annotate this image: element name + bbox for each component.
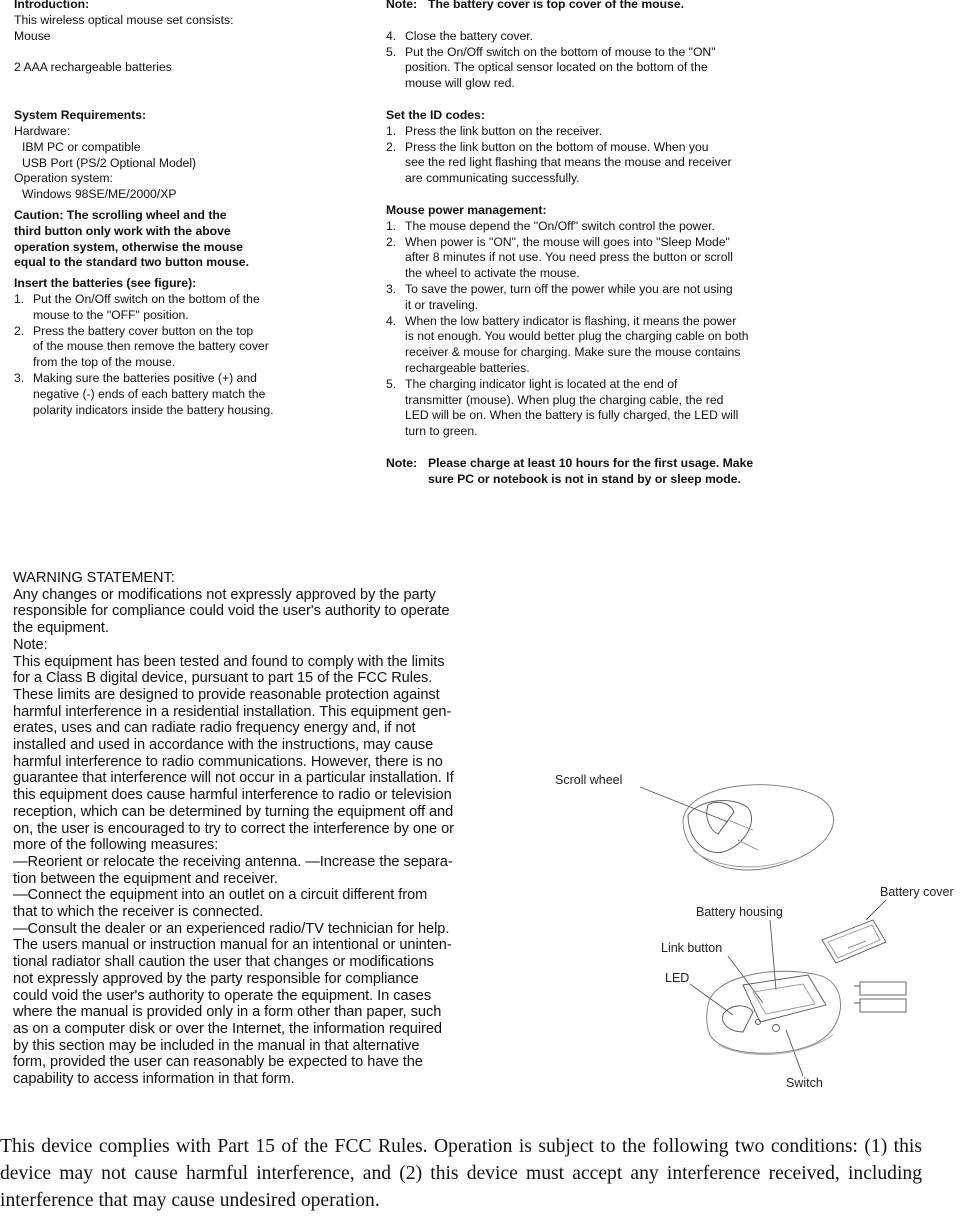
id-step: 1. Press the link button on the receiver. bbox=[386, 123, 603, 138]
intro-line: This wireless optical mouse set consists: bbox=[14, 12, 234, 27]
scroll-wheel bbox=[707, 802, 734, 834]
battery-cover-label: Battery cover bbox=[880, 885, 954, 899]
warning-line: as on a computer disk or over the Internet, the information required bbox=[13, 1020, 442, 1037]
warning-line: Note: bbox=[13, 636, 48, 653]
battery-cover-leader bbox=[866, 900, 886, 920]
warning-line: erates, uses and can radiate radio frequency energy and, if not bbox=[13, 720, 416, 737]
mouse-diagram bbox=[548, 760, 970, 1095]
battery-housing-leader bbox=[770, 920, 776, 990]
id-step: 2. Press the link button on the bottom of mouse. When you see the red light flashing that means the mouse and receiver are communicating successfully. bbox=[386, 139, 732, 186]
caution-line: operation system, otherwise the mouse bbox=[14, 239, 243, 254]
os-item: Windows 98SE/ME/2000/XP bbox=[22, 187, 177, 202]
hardware-item: IBM PC or compatible bbox=[22, 139, 141, 154]
mouse-top-button-area bbox=[688, 801, 752, 853]
warning-line: capability to access information in that form. bbox=[13, 1071, 295, 1088]
warning-line: WARNING STATEMENT: bbox=[13, 570, 175, 586]
caution-line: equal to the standard two button mouse. bbox=[14, 255, 249, 270]
warning-line: form, provided the user can reasonably be expected to have the bbox=[13, 1054, 423, 1071]
warning-line: The users manual or instruction manual for an intentional or uninten- bbox=[13, 937, 452, 954]
left-column bbox=[14, 0, 344, 418]
warning-line: by this section may be included in the manual in that alternative bbox=[13, 1037, 420, 1054]
power-step: 1. The mouse depend the "On/Off" switch control the power. bbox=[386, 218, 715, 233]
warning-line: tional radiator shall caution the user that changes or modifications bbox=[13, 954, 434, 971]
warning-line: on, the user is encouraged to try to correct the interference by one or bbox=[13, 820, 454, 837]
fcc-compliance-statement: This device complies with Part 15 of the FCC Rules. Operation is subject to the following two conditions: (1) this device may not cause harmful interference, and (2) this device must accept any interference received, including interference that may cause undesired operation. bbox=[0, 1136, 922, 1211]
continued-step: 4. Close the battery cover. bbox=[386, 28, 534, 43]
intro-line: 2 AAA rechargeable batteries bbox=[14, 60, 172, 75]
warning-line: reception, which can be determined by turning the equipment off and bbox=[13, 803, 454, 820]
power-step: 4. When the low battery indicator is flashing, it means the power is not enough. You would better plug the charging cable on both receiver & mouse for charging. Make sure the mouse contains rechargeable batteries. bbox=[386, 313, 749, 375]
power-step: 3. To save the power, turn off the power while you are not using it or traveling. bbox=[386, 281, 733, 312]
warning-line: These limits are designed to provide reasonable protection against bbox=[13, 686, 440, 703]
batteries bbox=[854, 982, 906, 1012]
charge-note: Note: Please charge at least 10 hours for the first usage. Make sure PC or notebook is not in stand by or sleep mode. bbox=[386, 455, 754, 486]
warning-line: Any changes or modifications not expressly approved by the party bbox=[13, 586, 436, 603]
warning-line: for a Class B digital device, pursuant to part 15 of the FCC Rules. bbox=[13, 670, 433, 687]
warning-line: —Reorient or relocate the receiving antenna. —Increase the separa- bbox=[13, 853, 453, 870]
led-label: LED bbox=[665, 971, 690, 985]
warning-line: —Consult the dealer or an experienced radio/TV technician for help. bbox=[13, 920, 450, 937]
warning-line: harmful interference in a residential installation. This equipment gen- bbox=[13, 703, 452, 720]
link-button-leader bbox=[728, 956, 763, 1003]
warning-line: installed and used in accordance with the instructions, may cause bbox=[13, 737, 434, 754]
switch bbox=[773, 1025, 780, 1032]
battery-cover-note: Note: The battery cover is top cover of the mouse. bbox=[386, 0, 685, 11]
warning-statement bbox=[13, 570, 558, 1088]
warning-line: that to which the receiver is connected. bbox=[13, 904, 264, 921]
switch-leader bbox=[786, 1030, 803, 1076]
power-heading: Mouse power management: bbox=[386, 202, 547, 217]
warning-line: more of the following measures: bbox=[13, 837, 219, 854]
right-column bbox=[386, 0, 826, 488]
insert-step: 1. Put the On/Off switch on the bottom of the mouse to the "OFF" position. bbox=[14, 291, 260, 322]
caution-line: third button only work with the above bbox=[14, 223, 231, 238]
warning-line: the equipment. bbox=[13, 620, 109, 637]
link-button bbox=[723, 1006, 753, 1032]
hardware-item: USB Port (PS/2 Optional Model) bbox=[22, 155, 197, 170]
warning-line: could void the user's authority to operate the equipment. In cases bbox=[13, 987, 432, 1004]
link-button-label: Link button bbox=[661, 941, 723, 955]
insert-step: 3. Making sure the batteries positive (+) and negative (-) ends of each battery match the polarity indicators inside the battery housing. bbox=[14, 370, 274, 417]
warning-line: this equipment does cause harmful interference to radio or television bbox=[13, 787, 452, 804]
insert-step: 2. Press the battery cover button on the top of the mouse then remove the battery cover from the top of the mouse. bbox=[14, 323, 269, 370]
warning-line: harmful interference to radio communications. However, there is no bbox=[13, 753, 443, 770]
battery-cover bbox=[822, 920, 886, 963]
intro-line: Mouse bbox=[14, 28, 51, 43]
warning-line: —Connect the equipment into an outlet on a circuit different from bbox=[13, 887, 428, 904]
warning-line: guarantee that interference will not occur in a particular installation. If bbox=[13, 770, 454, 787]
power-step: 5. The charging indicator light is located at the end of transmitter (mouse). When plug the charging cable, the red LED will be on. When the battery is fully charged, the LED will turn to green. bbox=[386, 376, 739, 439]
switch-label: Switch bbox=[786, 1076, 823, 1090]
os-label: Operation system: bbox=[14, 171, 113, 186]
id-codes-heading: Set the ID codes: bbox=[386, 107, 485, 122]
warning-line: responsible for compliance could void the user's authority to operate bbox=[13, 603, 450, 620]
system-heading: System Requirements: bbox=[14, 108, 147, 123]
battery-housing bbox=[743, 975, 826, 1022]
scroll-wheel-label: Scroll wheel bbox=[555, 773, 623, 787]
insert-heading: Insert the batteries (see figure): bbox=[14, 276, 197, 291]
mouse-top-body bbox=[683, 785, 834, 870]
battery-housing-label: Battery housing bbox=[696, 905, 783, 919]
intro-heading: Introduction: bbox=[14, 0, 90, 11]
warning-line: This equipment has been tested and found to comply with the limits bbox=[13, 653, 445, 670]
continued-step: 5. Put the On/Off switch on the bottom of mouse to the "ON" position. The optical sensor located on the bottom of the mouse will glow red. bbox=[386, 44, 716, 91]
power-step: 2. When power is "ON", the mouse will goes into "Sleep Mode" after 8 minutes if not use. You need press the button or scroll the wheel to activate the mouse. bbox=[386, 234, 733, 281]
warning-line: tion between the equipment and receiver. bbox=[13, 870, 278, 887]
caution-line: Caution: The scrolling wheel and the bbox=[14, 207, 227, 222]
warning-line: where the manual is provided only in a form other than paper, such bbox=[13, 1004, 442, 1021]
hardware-label: Hardware: bbox=[14, 123, 71, 138]
warning-line: not expressly approved by the party responsible for compliance bbox=[13, 970, 419, 987]
